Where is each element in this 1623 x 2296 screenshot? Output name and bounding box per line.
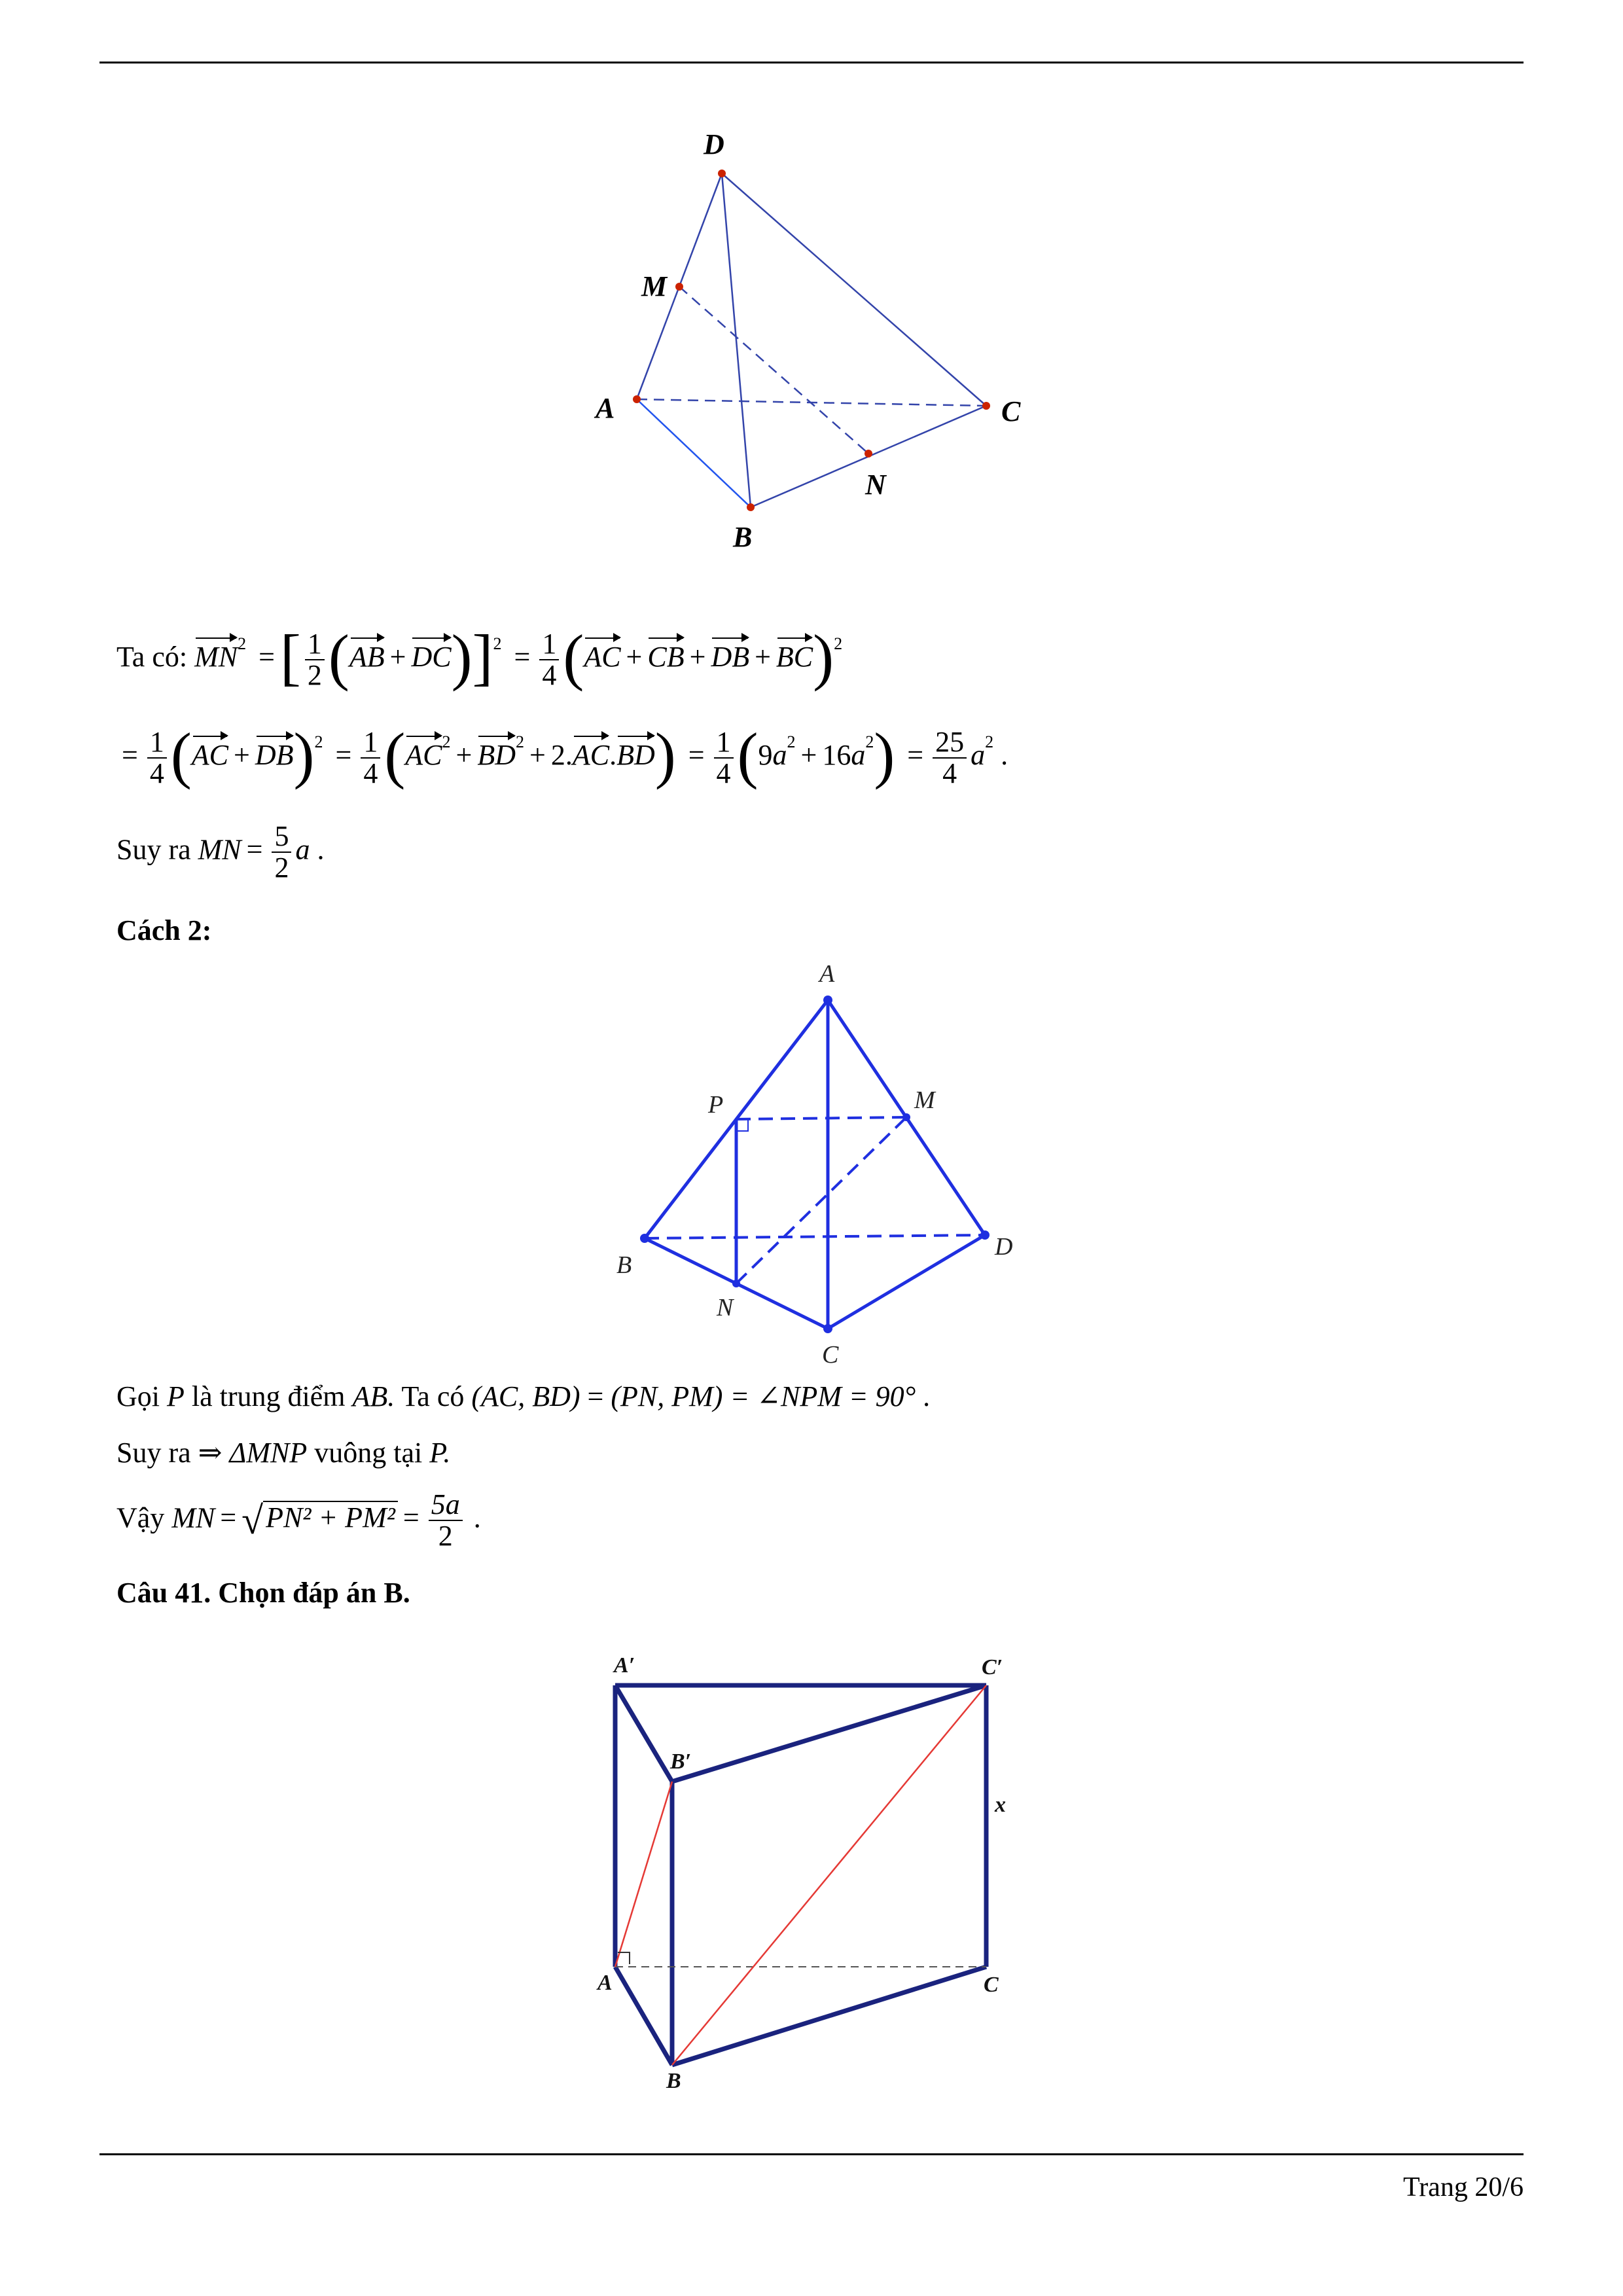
diagonal-BC1: [672, 1685, 986, 2065]
point-A: [633, 395, 641, 403]
sqrt-expression: PN² + PM²: [263, 1501, 398, 1532]
edge-DB: [722, 173, 751, 507]
label-M: M: [914, 1086, 935, 1114]
label-A: A: [597, 1971, 613, 1995]
vector-DB: DB: [711, 635, 749, 672]
edge-A1B1: [615, 1685, 672, 1782]
label-C-prime: C′: [982, 1655, 1003, 1679]
right-angle-mark: [736, 1119, 748, 1131]
point-N: [865, 450, 872, 457]
footer-rule: [99, 2153, 1524, 2155]
figure-tetrahedron-1: [576, 118, 1073, 563]
vector-AB: AB: [349, 635, 385, 672]
label-D: D: [704, 128, 724, 160]
fraction-25-4: $\frac{25}{4}$: [933, 727, 967, 789]
fraction-5a-2: $\frac{5a}{2}$: [429, 1490, 463, 1551]
vector-AC-sq: AC: [405, 733, 442, 770]
vector-BC: BC: [776, 635, 813, 672]
vector-DB: DB: [255, 733, 294, 770]
proof2-line2: Suy ra ⇒ ΔMNP vuông tại P.: [116, 1437, 451, 1469]
label-P: P: [708, 1091, 724, 1119]
edge-AB: [615, 1967, 672, 2065]
vector-BD-dot: BD: [616, 733, 655, 770]
label-C: C: [1001, 395, 1021, 427]
segment-NM-hidden: [736, 1117, 906, 1283]
figure-prism: [576, 1636, 1073, 2108]
page-number: Trang 20/6: [1403, 2172, 1524, 2202]
fraction-half: $\frac{1}{2}$: [305, 629, 325, 691]
label-D: D: [995, 1233, 1013, 1261]
label-B: B: [666, 2069, 681, 2093]
point-B: [747, 503, 755, 511]
edge-BD-hidden: [645, 1235, 985, 1238]
point-D: [718, 170, 726, 177]
proof1-line1: Ta có: $MN^2$ =[ $\frac{1}{2}$ (AB + DC)]$^2$ = $\frac{1}{4}$ (AC + CB + DB + BC)$^2$: [116, 622, 843, 692]
label-A: A: [596, 392, 615, 424]
edge-CD: [828, 1235, 985, 1329]
proof2-line3: Vậy MN = √PN² + PM² = $\frac{5a}{2}$ .: [116, 1488, 481, 1552]
label-N: N: [717, 1294, 734, 1321]
proof1-line3: Suy ra MN = $\frac{5}{2}$ a .: [116, 820, 325, 884]
vector-BD-sq: BD: [477, 733, 516, 770]
vector-DC: DC: [411, 635, 451, 672]
label-M: M: [641, 270, 668, 302]
label-C: C: [984, 1973, 999, 1997]
fraction-5-2: $\frac{5}{2}$: [272, 821, 291, 883]
label-x: x: [995, 1793, 1006, 1817]
point-N: [732, 1280, 740, 1287]
edge-BC: [672, 1967, 986, 2065]
label-A-prime: A′: [614, 1653, 635, 1677]
square-exp: 2: [238, 634, 247, 654]
vector-AC-dot: AC: [573, 733, 609, 770]
edge-B1C1: [672, 1685, 986, 1782]
vector-CB: CB: [647, 635, 684, 672]
ta-co-label: Ta có:: [116, 641, 188, 673]
segment-MN: [679, 287, 868, 454]
edge-DC: [722, 173, 986, 406]
vector-MN: MN: [194, 635, 238, 672]
edge-AB: [637, 399, 751, 507]
point-M: [675, 283, 683, 291]
cau41-heading: Câu 41. Chọn đáp án B.: [116, 1577, 410, 1609]
label-B: B: [616, 1251, 632, 1279]
proof2-line1: Gọi P là trung điểm AB. Ta có (AC, BD) = (PN, PM) = ∠NPM = 90° .: [116, 1380, 931, 1412]
cach2-heading: Cách 2:: [116, 914, 212, 946]
point-D: [980, 1230, 990, 1240]
diagonal-AB1: [615, 1782, 672, 1967]
label-B: B: [733, 521, 753, 553]
figure-tetrahedron-2: [589, 956, 1047, 1374]
point-M: [902, 1113, 910, 1121]
label-A: A: [819, 960, 835, 988]
segment-PM-hidden: [736, 1117, 906, 1119]
label-B-prime: B′: [670, 1749, 692, 1774]
vector-AC: AC: [192, 733, 228, 770]
header-rule: [99, 62, 1524, 63]
point-A: [823, 996, 832, 1005]
fig1-edges: [637, 173, 986, 507]
label-N: N: [865, 469, 886, 501]
point-C: [982, 402, 990, 410]
point-B: [640, 1234, 649, 1243]
fraction-quarter: $\frac{1}{4}$: [539, 629, 559, 691]
label-C: C: [822, 1341, 839, 1369]
point-C: [823, 1324, 832, 1333]
vector-AC: AC: [584, 635, 620, 672]
proof1-line2: = $\frac{1}{4}$ (AC + DB)$^2$ = $\frac{1}{4}$ $(AC^2 + BD^2 + 2.AC.BD)$ = $\frac{1}{4}$ $(9a^2 + 16a^2)$ = $\frac{25}{4}$ $a^2$ .: [122, 720, 1008, 790]
